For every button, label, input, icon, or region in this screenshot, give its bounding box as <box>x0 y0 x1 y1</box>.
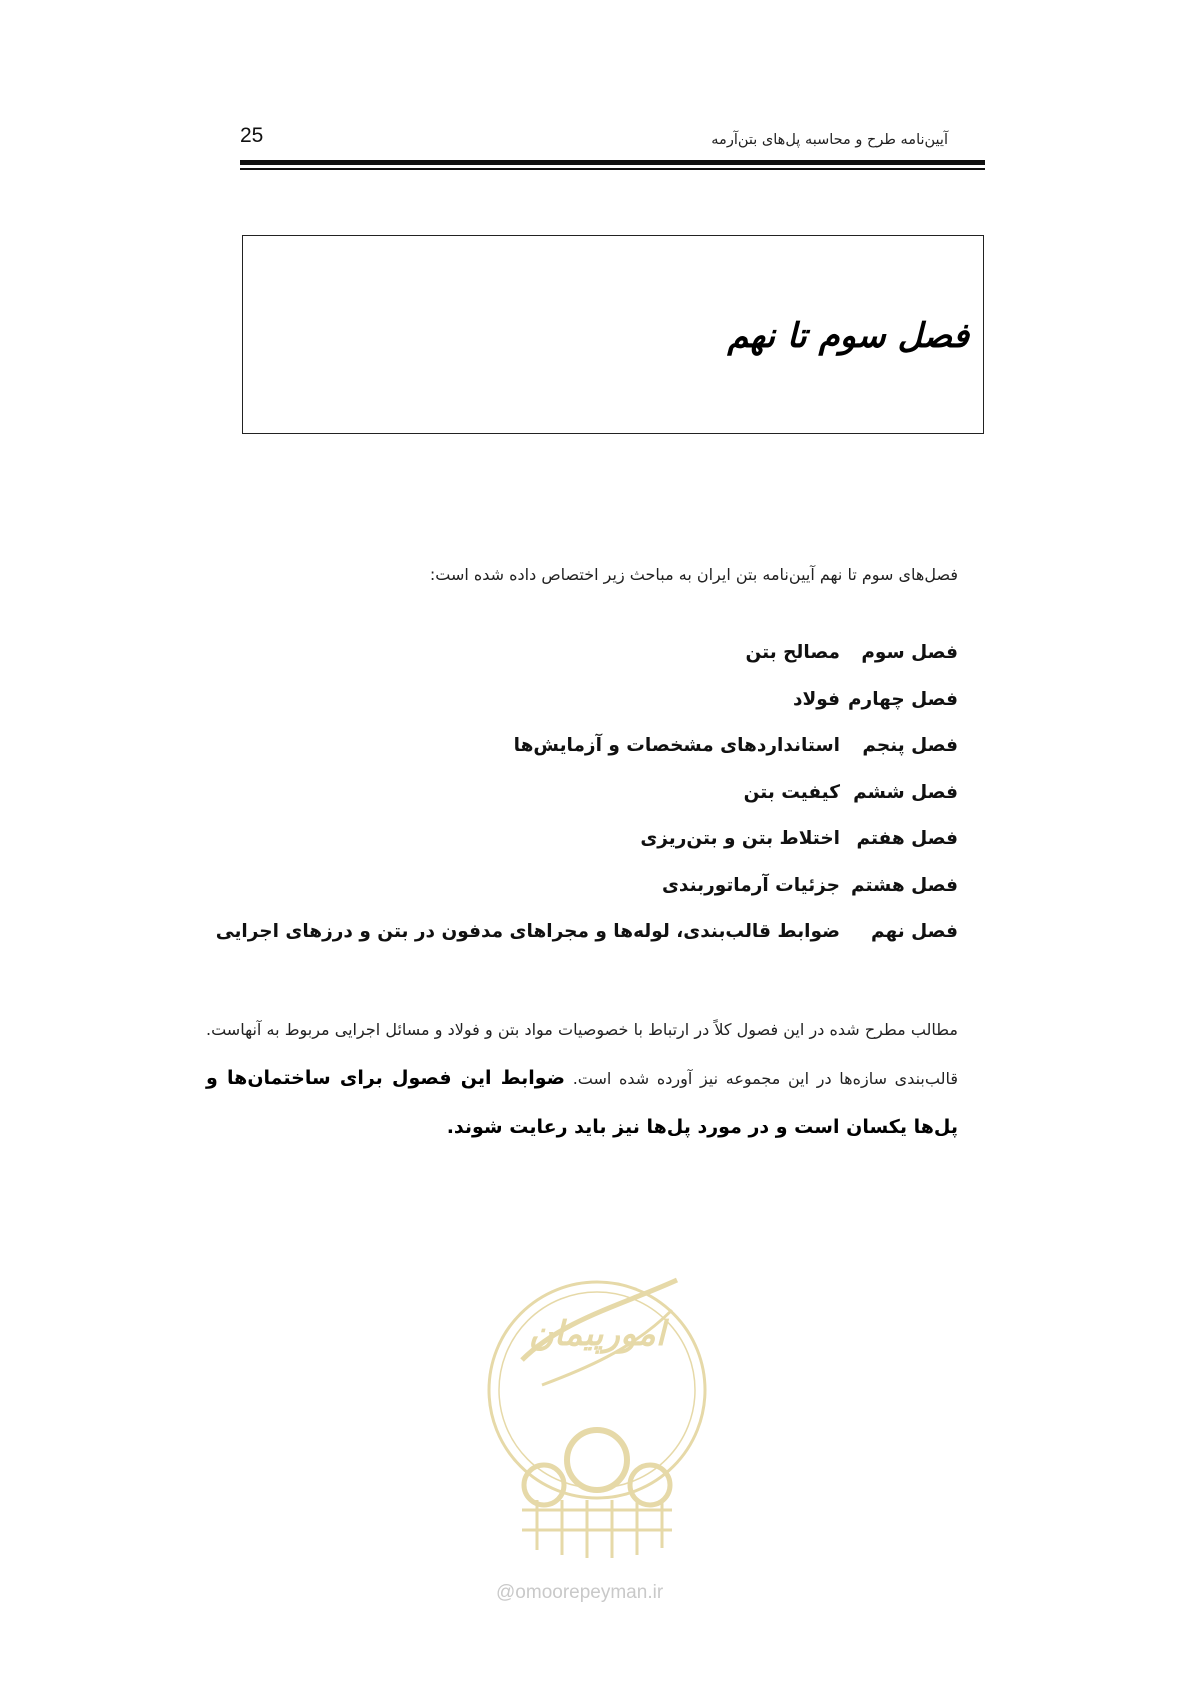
chapter-row <box>238 782 958 829</box>
chapter-title: فصل سوم تا نهم <box>727 316 969 356</box>
intro-text: فصل‌های سوم تا نهم آیین‌نامه بتن ایران به مباحث زیر اختصاص داده شده است: <box>429 565 958 584</box>
chapter-row <box>238 875 958 922</box>
watermark-logo-text: امورپیمان <box>528 1314 666 1354</box>
chapter-row <box>238 689 958 736</box>
watermark-url <box>496 1582 663 1604</box>
chapter-number: فصل پنجم <box>862 735 958 756</box>
chapter-title-box <box>242 235 984 434</box>
chapter-topic: جزئیات آرماتوربندی <box>661 874 840 896</box>
header-rule-thick <box>240 160 985 165</box>
at-sign-icon: @ <box>496 1582 516 1603</box>
chapter-row <box>238 735 958 782</box>
chapter-row <box>215 921 958 968</box>
chapter-list <box>215 642 958 968</box>
page-number: 25 <box>240 124 264 147</box>
chapter-topic: فولاد <box>793 688 840 710</box>
omoorepeyman-logo-icon <box>482 1210 712 1570</box>
chapter-number: فصل چهارم <box>848 688 958 710</box>
chapter-topic: کیفیت بتن <box>743 781 840 803</box>
running-title: آیین‌نامه طرح و محاسبه پل‌های بتن‌آرمه <box>711 132 948 148</box>
chapter-row <box>238 828 958 875</box>
chapter-number: فصل ششم <box>853 781 958 803</box>
chapter-topic: اختلاط بتن و بتن‌ریزی <box>640 828 840 849</box>
chapter-number: فصل هفتم <box>856 828 958 849</box>
chapter-topic: مصالح بتن <box>745 642 840 663</box>
closing-text: مطالب مطرح شده در این فصول کلاً در ارتباط با خصوصیات مواد بتن و فولاد و مسائل اجرایی مربوط به آنهاست. قالب‌بندی سازه‌ها در این مجموعه نیز آورده شده است. <box>206 1020 958 1088</box>
chapter-number: فصل نهم <box>871 921 958 942</box>
chapter-number: فصل سوم <box>861 642 958 663</box>
chapter-topic: استانداردهای مشخصات و آزمایش‌ها <box>513 735 840 756</box>
watermark-url-text: omoorepeyman.ir <box>515 1582 664 1603</box>
chapter-row <box>238 642 958 689</box>
closing-paragraph <box>206 1006 958 1152</box>
closing-bold-text: ضوابط این فصول برای ساختمان‌ها و پل‌ها یکسان است و در مورد پل‌ها نیز باید رعایت شوند. <box>206 1067 958 1138</box>
chapter-topic: ضوابط قالب‌بندی، لوله‌ها و مجراهای مدفون در بتن و درزهای اجرایی <box>215 921 840 942</box>
header-rule-thin <box>240 168 985 170</box>
chapter-number: فصل هشتم <box>850 874 958 896</box>
